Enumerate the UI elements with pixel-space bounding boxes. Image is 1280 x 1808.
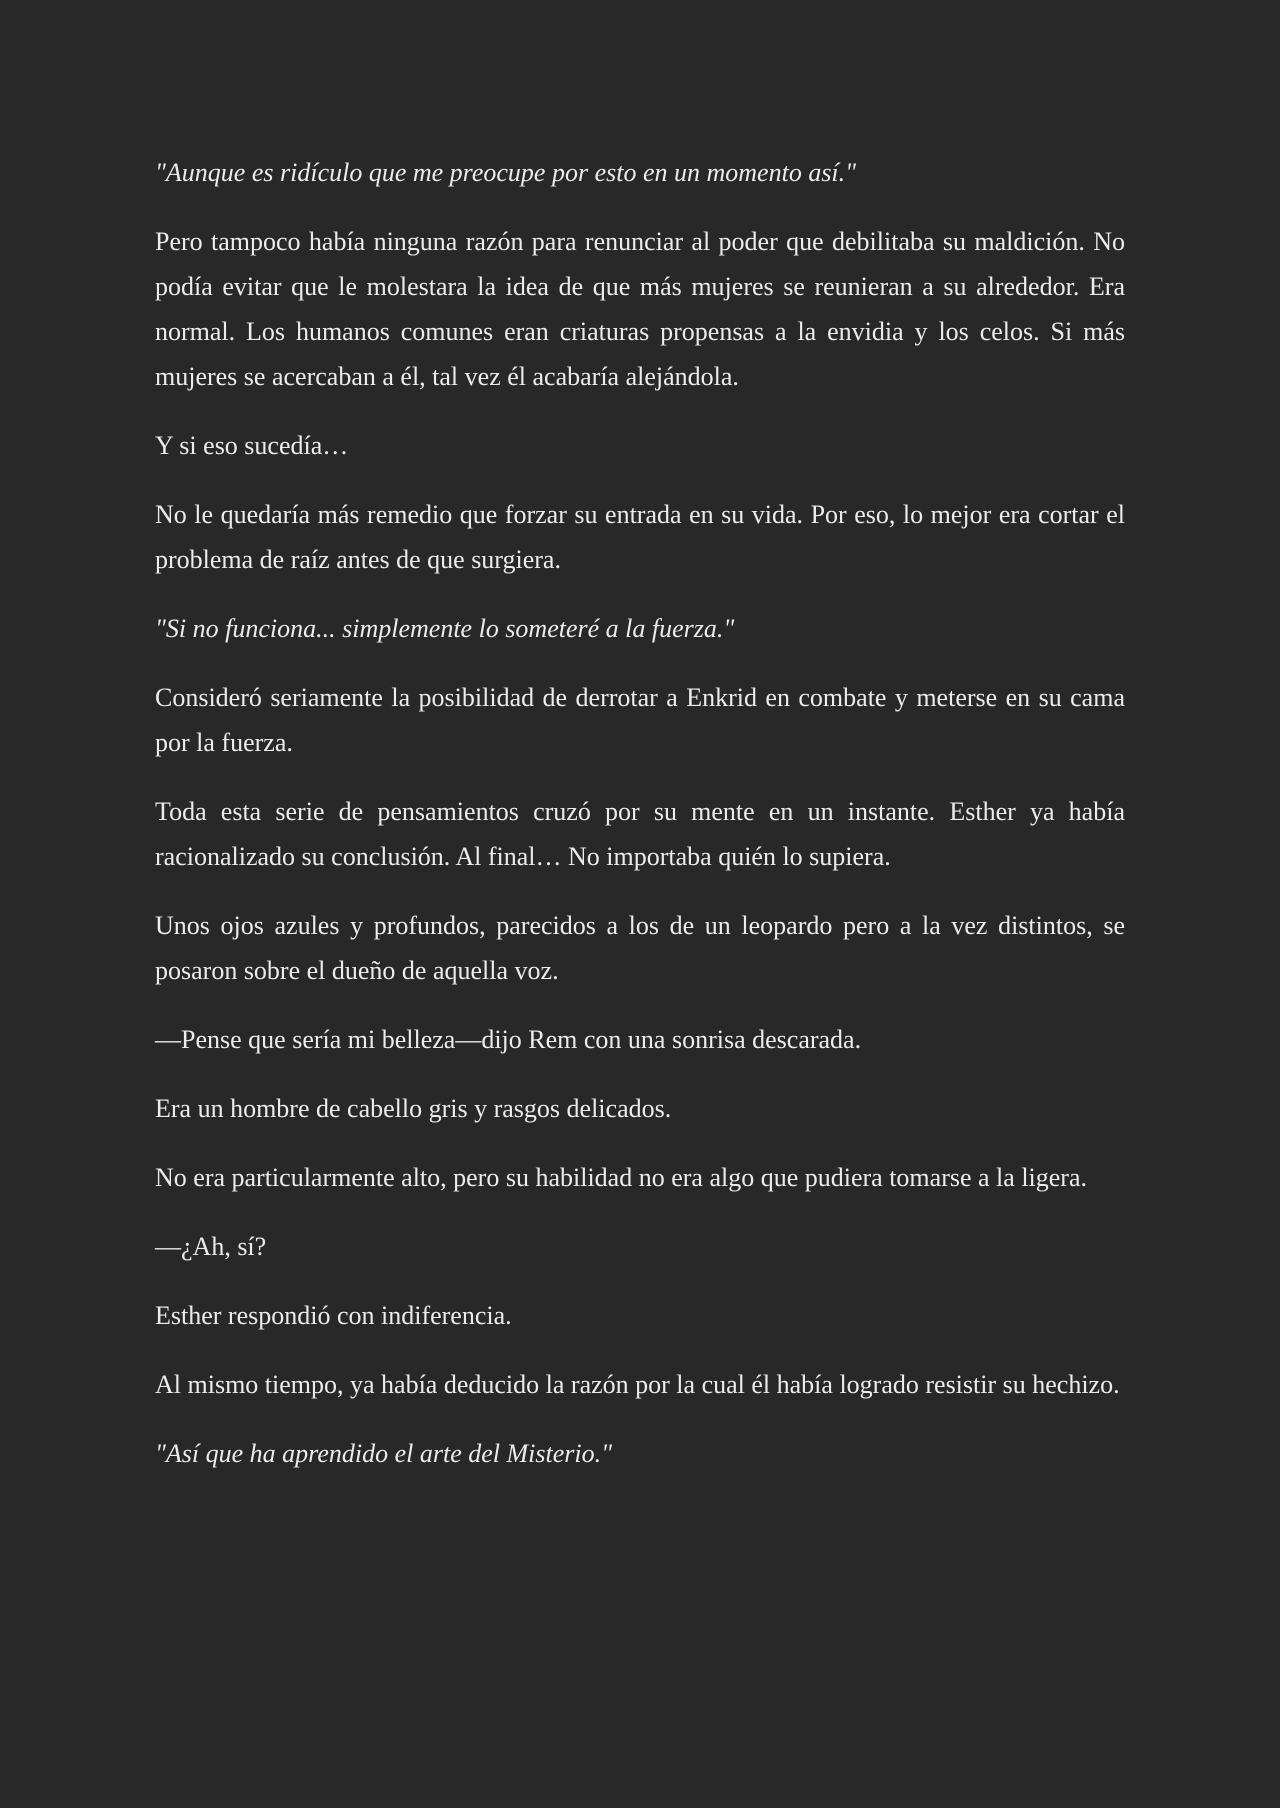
- paragraph: No le quedaría más remedio que forzar su entrada en su vida. Por eso, lo mejor era cortar el problema de raíz antes de que surgiera.: [155, 500, 1125, 574]
- paragraph: Al mismo tiempo, ya había deducido la razón por la cual él había logrado resistir su hechizo.: [155, 1370, 1120, 1399]
- paragraph: No era particularmente alto, pero su habilidad no era algo que pudiera tomarse a la ligera.: [155, 1163, 1088, 1192]
- paragraph-dialogue: —¿Ah, sí?: [155, 1232, 267, 1261]
- paragraph: Toda esta serie de pensamientos cruzó por su mente en un instante. Esther ya había racionalizado su conclusión. Al final… No importaba quién lo supiera.: [155, 797, 1125, 871]
- reading-page: [155, 150, 1125, 1500]
- paragraph-thought: "Así que ha aprendido el arte del Misterio.": [155, 1439, 613, 1468]
- paragraph-thought: "Si no funciona... simplemente lo someteré a la fuerza.": [155, 614, 735, 643]
- paragraph: Y si eso sucedía…: [155, 431, 349, 460]
- paragraph: Era un hombre de cabello gris y rasgos delicados.: [155, 1094, 672, 1123]
- paragraph: Pero tampoco había ninguna razón para renunciar al poder que debilitaba su maldición. No podía evitar que le molestara la idea de que más mujeres se reunieran a su alrededor. Era normal. Los humanos comunes eran criaturas propensas a la envidia y los celos. Si más mujeres se acercaban a él, tal vez él acabaría alejándola.: [155, 227, 1125, 391]
- paragraph-dialogue: —Pense que sería mi belleza—dijo Rem con una sonrisa descarada.: [155, 1025, 862, 1054]
- paragraph-thought: "Aunque es ridículo que me preocupe por esto en un momento así.": [155, 158, 857, 187]
- paragraph: Esther respondió con indiferencia.: [155, 1301, 512, 1330]
- paragraph: Consideró seriamente la posibilidad de derrotar a Enkrid en combate y meterse en su cama por la fuerza.: [155, 683, 1125, 757]
- paragraph: Unos ojos azules y profundos, parecidos a los de un leopardo pero a la vez distintos, se posaron sobre el dueño de aquella voz.: [155, 911, 1125, 985]
